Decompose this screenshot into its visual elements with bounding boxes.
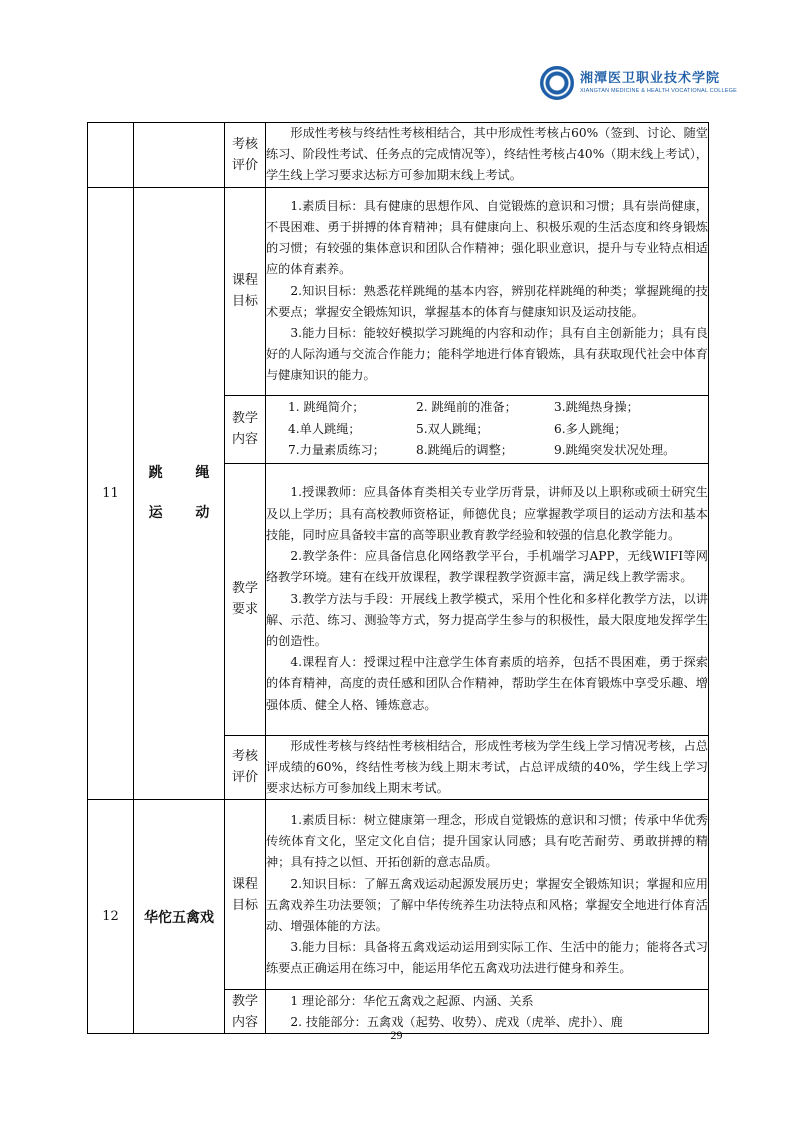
course-name (134, 187, 225, 800)
course-name-part2: 运 动 (148, 505, 224, 522)
course-cell-empty (134, 123, 225, 188)
content-item: 6.多人跳绳； (554, 421, 627, 436)
objective-item: 3.能力目标：具备将五禽戏运动运用到实际工作、生活中的能力；能将各式习练要点正确运用在练习中，能运用华佗五禽戏功法进行健身和养生。 (266, 940, 708, 976)
page-number: 29 (390, 1028, 403, 1042)
content-item: 1 理论部分：华佗五禽戏之起源、内涵、关系 (290, 993, 534, 1008)
objectives-label: 课程目标 (225, 187, 266, 395)
objectives-label: 课程目标 (225, 800, 266, 990)
content-item: 4.单人跳绳； (288, 421, 361, 436)
school-emblem-icon (540, 66, 574, 100)
content-item: 2. 跳绳前的准备； (416, 400, 517, 415)
table-row (88, 800, 709, 990)
objective-item: 1.素质目标：具有健康的思想作风、自觉锻炼的意识和习惯；具有崇尚健康，不畏困难、勇于拼搏的体育精神；具有健康向上、积极乐观的生活态度和终身锻炼的习惯；有较强的集体意识和团队合作精神；强化职业意识，提升与专业特点相适应的体育素养。 (266, 198, 708, 277)
number-cell-empty (88, 123, 134, 188)
school-name (580, 71, 737, 95)
course-name-part1: 跳 绳 (148, 465, 224, 482)
content-item: 1. 跳绳简介； (288, 400, 365, 415)
content-list (266, 395, 709, 463)
course-number: 11 (88, 187, 134, 800)
content-item: 3.跳绳热身操； (554, 400, 639, 415)
content-item: 8.跳绳后的调整； (416, 442, 513, 457)
table-row (88, 187, 709, 395)
content-label: 教学内容 (225, 395, 266, 463)
requirements-content (266, 463, 709, 735)
course-number: 12 (88, 800, 134, 1034)
objectives-content (266, 800, 709, 990)
requirement-item: 1.授课教师：应具备体育类相关专业学历背景，讲师及以上职称或硕士研究生及以上学历；具有高校教师资格证，师德优良；应掌握教学项目的运动方法和基本技能，同时应具备较丰富的高等职业教育教学经验和较强的信息化教学能力。 (266, 485, 708, 542)
requirements-label: 教学要求 (225, 463, 266, 735)
school-name-cn: 湘潭医卫职业技术学院 (580, 71, 721, 86)
requirement-item: 4.课程育人：授课过程中注意学生体育素质的培养，包括不畏困难，勇于探索的体育精神，高度的责任感和团队合作精神，帮助学生在体育锻炼中享受乐趣、增强体质、健全人格、锤炼意志。 (266, 655, 708, 712)
eval-content: 形成性考核与终结性考核相结合，形成性考核为学生线上学习情况考核，占总评成绩的60%，终结性考核为线上期末考试，占总评成绩的40%，学生线上学习要求达标方可参加线上期末考试。 (266, 735, 709, 800)
content-item: 5.双人跳绳； (416, 421, 489, 436)
requirement-item: 2.教学条件：应具备信息化网络教学平台，手机端学习APP，无线WIFI等网络教学环境。建有在线开放课程，教学课程教学资源丰富，满足线上教学需求。 (266, 549, 708, 585)
content-item: 7.力量素质练习； (288, 442, 385, 457)
eval-content: 形成性考核与终结性考核相结合，其中形成性考核占60%（签到、讨论、随堂练习、阶段性考试、任务点的完成情况等），终结性考核占40%（期末线上考试），学生线上学习要求达标方可参加期末线上考试。 (266, 123, 709, 188)
requirement-item: 3.教学方法与手段：开展线上教学模式，采用个性化和多样化教学方法，以讲解、示范、练习、测验等方式，努力提高学生参与的积极性，最大限度地发挥学生的创造性。 (266, 591, 708, 648)
objective-item: 3.能力目标：能较好模拟学习跳绳的内容和动作；具有自主创新能力；具有良好的人际沟通与交流合作能力；能科学地进行体育锻炼，具有获取现代社会中体育与健康知识的能力。 (266, 325, 708, 383)
school-name-en: XIANGTAN MEDICINE & HEALTH VOCATIONAL COLLEGE (580, 88, 738, 94)
course-name: 华佗五禽戏 (134, 800, 225, 1034)
objectives-content (266, 187, 709, 395)
objective-item: 2.知识目标：了解五禽戏运动起源发展历史；掌握安全锻炼知识；掌握和应用五禽戏养生功法要领；了解中华传统养生功法特点和风格；掌握安全地进行体育活动、增强体能的方法。 (266, 876, 708, 933)
eval-label: 考核评价 (225, 735, 266, 800)
content-item: 2. 技能部分：五禽戏（起势、收势）、虎戏（虎举、虎扑）、鹿 (290, 1014, 623, 1029)
content-label: 教学内容 (225, 990, 266, 1034)
objective-item: 2.知识目标：熟悉花样跳绳的基本内容，辨别花样跳绳的种类；掌握跳绳的技术要点；掌握安全锻炼知识，掌握基本的体育与健康知识及运动技能。 (266, 283, 708, 319)
eval-label: 考核评价 (225, 123, 266, 188)
content-item: 9.跳绳突发状况处理。 (554, 442, 676, 457)
table-row (88, 123, 709, 188)
course-table (87, 122, 709, 1034)
objective-item: 1.素质目标：树立健康第一理念，形成自觉锻炼的意识和习惯；传承中华优秀传统体育文化，坚定文化自信；提升国家认同感；具有吃苦耐劳、勇敢拼搏的精神；具有持之以恒、开拓创新的意志品质。 (266, 812, 708, 870)
school-logo (540, 66, 737, 100)
